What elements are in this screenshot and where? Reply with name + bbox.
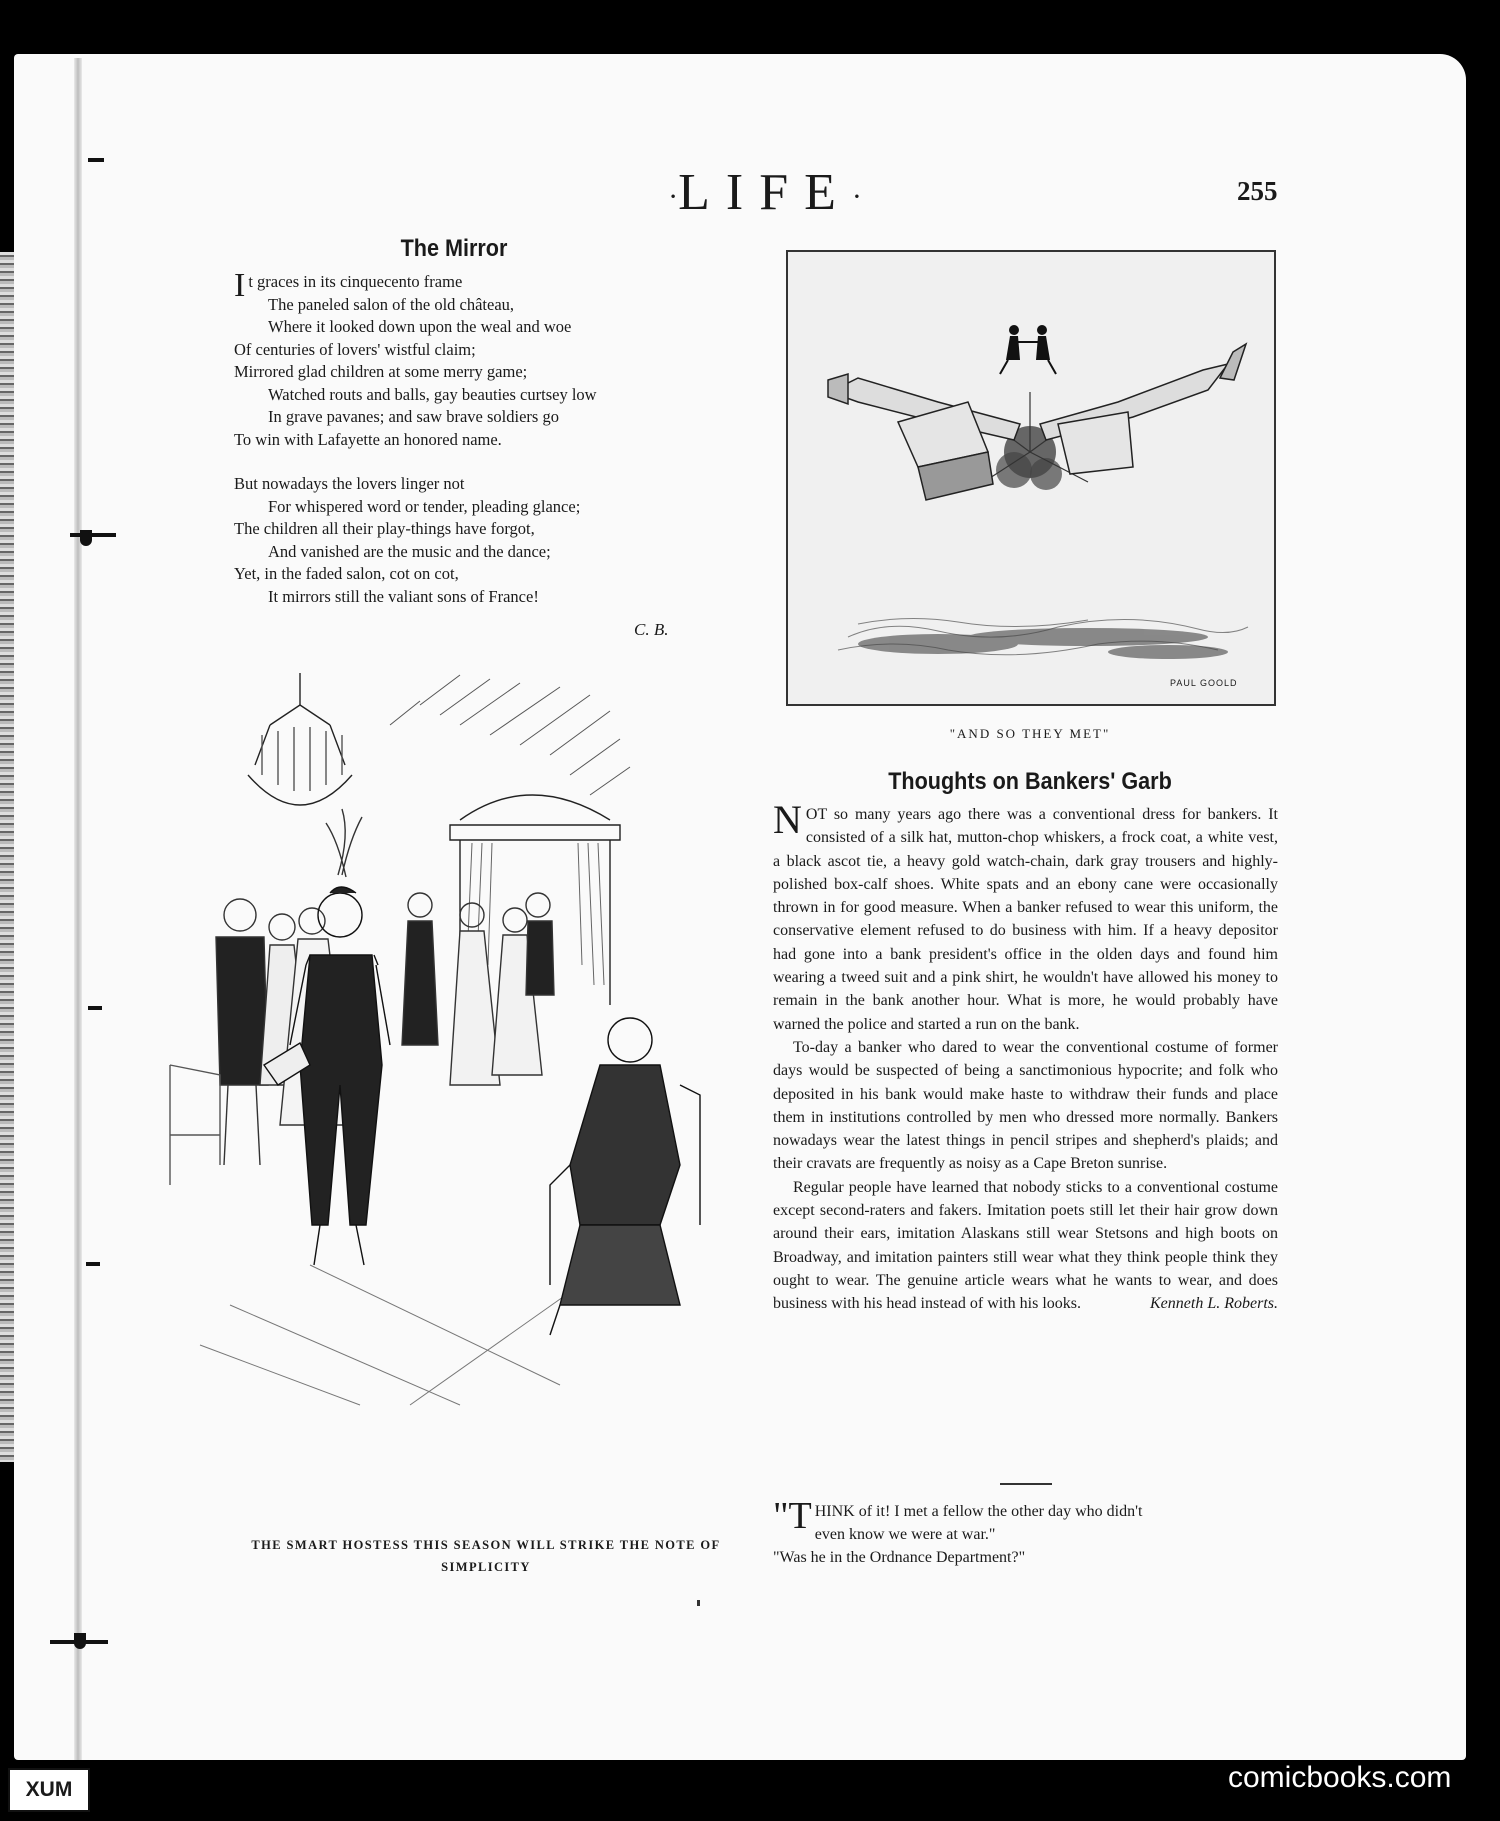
article-body bbox=[773, 797, 1278, 1316]
poem-line: It graces in its cinquecento frame bbox=[234, 267, 463, 304]
illustration-caption: "AND SO THEY MET" bbox=[949, 726, 1111, 741]
poem-line: Where it looked down upon the weal and woe bbox=[268, 317, 572, 336]
airplanes-collision-drawing bbox=[788, 252, 1274, 704]
poem-line: To win with Lafayette an honored name. bbox=[234, 429, 502, 449]
poem-line: The children all their play-things have forgot, bbox=[234, 519, 535, 538]
poem-stanza bbox=[234, 267, 694, 451]
illustration-and-so-they-met bbox=[786, 250, 1276, 706]
binding-mark bbox=[74, 1633, 86, 1649]
joke bbox=[773, 1495, 1278, 1569]
page-number: 255 bbox=[1237, 176, 1278, 206]
poem-line: Of centuries of lovers' wistful claim; bbox=[234, 339, 476, 359]
poem-line: Mirrored glad children at some merry game; bbox=[234, 362, 528, 381]
joke-line: "Was he in the Ordnance Department?" bbox=[773, 1549, 1026, 1566]
binding-mark bbox=[88, 1006, 102, 1010]
poem-line: In grave pavanes; and saw brave soldiers go bbox=[268, 407, 559, 426]
binding-mark bbox=[80, 530, 92, 546]
poem-line: And vanished are the music and the dance; bbox=[268, 541, 551, 561]
scan-right-edge bbox=[1466, 54, 1500, 1760]
artist-signature: PAUL GOOLD bbox=[1170, 678, 1238, 688]
ballroom-drawing bbox=[160, 665, 760, 1425]
page-spine bbox=[74, 58, 82, 1760]
article-title: Thoughts on Bankers' Garb bbox=[888, 768, 1172, 795]
archive-stamp: XUM bbox=[8, 1768, 90, 1812]
cartoon-illustration bbox=[160, 665, 760, 1425]
stray-mark bbox=[697, 1600, 700, 1606]
poem-line: It mirrors still the valiant sons of France! bbox=[268, 586, 539, 606]
poem-line: Watched routs and balls, gay beauties curtsey low bbox=[268, 384, 597, 404]
article-paragraph: Regular people have learned that nobody sticks to a conventional costume except second-raters and fakers. Imitation poets still let their hair grow down around their ears, imitation Alaskans still wear Stetsons and high boots on Broadway, and imitation painters still wear what they think people think they ought to wear. The genuine article wears what he wants to wear, and does business with his head instead of with his looks. Kenneth L. Roberts. bbox=[773, 1176, 1278, 1316]
poem-line: For whispered word or tender, pleading glance; bbox=[268, 496, 581, 516]
article-author: Kenneth L. Roberts. bbox=[1150, 1295, 1278, 1313]
joke-line: "THINK of it! I met a fellow the other day who didn't bbox=[773, 1495, 1143, 1537]
poem-signature: C. B. bbox=[634, 620, 669, 639]
site-watermark: comicbooks.com bbox=[1228, 1761, 1452, 1794]
scan-edge-strip bbox=[0, 252, 14, 1462]
masthead: ·LIFE· bbox=[668, 164, 862, 221]
article-paragraph: NOT so many years ago there was a conventional dress for bankers. It consisted of a silk hat, mutton-chop whiskers, a frock coat, a white vest, a black ascot tie, a heavy gold watch-chain, dark gray trousers and highly-polished box-calf shoes. White spats and an ebony cane were occasionally thrown in for good measure. When a banker refused to wear this uniform, the conservative element refused to do business with him. If a heavy depositor had gone into a bank president's office in the olden days and found him wearing a tweed suit and a pink shirt, he wouldn't have allowed his money to remain in the bank another hour. What is more, he would probably have warned the police and started a run on the bank. bbox=[773, 797, 1278, 1033]
poem-title: The Mirror bbox=[400, 235, 508, 262]
joke-line: even know we were at war." bbox=[814, 1526, 996, 1543]
binding-mark bbox=[70, 533, 116, 537]
poem-body bbox=[234, 267, 694, 608]
poem-line: The paneled salon of the old château, bbox=[268, 294, 515, 314]
binding-mark bbox=[86, 1262, 100, 1266]
poem-line: But nowadays the lovers linger not bbox=[234, 474, 465, 493]
section-divider bbox=[1000, 1483, 1052, 1485]
article-paragraph: To-day a banker who dared to wear the conventional costume of former days would be suspected of being a sanctimonious hypocrite; and folk who deposited in his bank would make haste to withdraw their funds and place them in institutions controlled by men who dressed more normally. Bankers nowadays wear the latest things in pencil stripes and shepherd's plaids; and their cravats are frequently as noisy as a Cape Breton sunrise. bbox=[773, 1038, 1278, 1173]
cartoon-caption: THE SMART HOSTESS THIS SEASON WILL STRIKE THE NOTE OF SIMPLICITY bbox=[251, 1538, 721, 1574]
binding-mark bbox=[88, 158, 104, 162]
poem-stanza bbox=[234, 473, 694, 608]
poem-line: Yet, in the faded salon, cot on cot, bbox=[234, 564, 459, 583]
